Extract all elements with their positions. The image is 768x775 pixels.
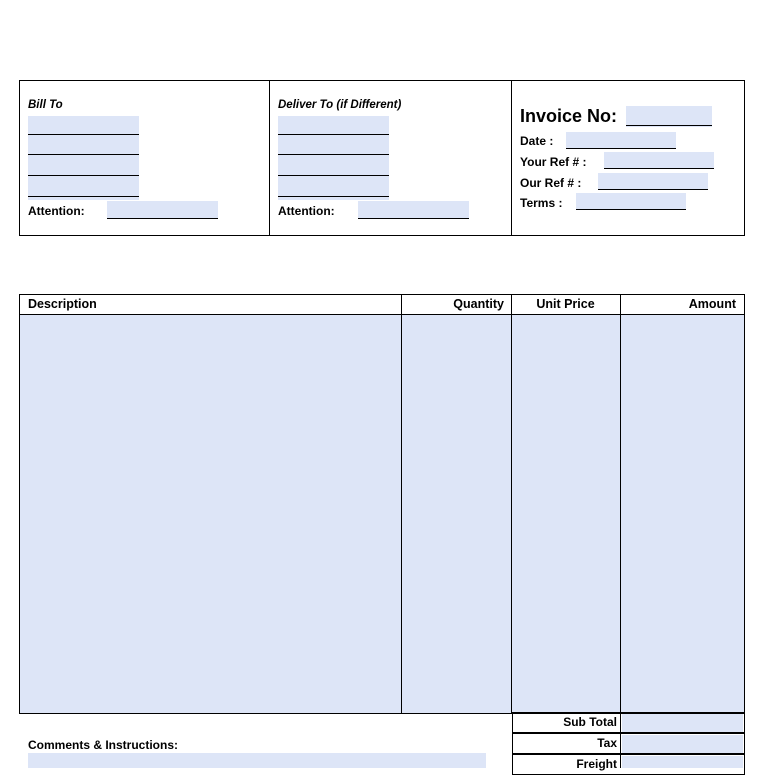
address-line bbox=[28, 154, 139, 155]
date-underline bbox=[566, 148, 676, 149]
terms-underline bbox=[576, 209, 686, 210]
address-line bbox=[278, 175, 389, 176]
comments-input[interactable] bbox=[28, 753, 486, 768]
bill-to-address-input[interactable] bbox=[28, 116, 139, 200]
attention-underline bbox=[107, 218, 218, 219]
address-line bbox=[278, 134, 389, 135]
terms-input[interactable] bbox=[576, 193, 686, 210]
invoice-no-underline bbox=[626, 125, 712, 126]
tax-label: Tax bbox=[597, 736, 617, 750]
bill-to-heading: Bill To bbox=[28, 99, 63, 111]
deliver-to-attention-label: Attention: bbox=[278, 204, 335, 218]
date-input[interactable] bbox=[566, 132, 676, 149]
table-header-rule bbox=[19, 314, 745, 315]
column-header-quantity: Quantity bbox=[453, 297, 504, 311]
address-line bbox=[28, 196, 139, 197]
tax-input[interactable] bbox=[622, 735, 743, 753]
our-ref-label: Our Ref # : bbox=[520, 176, 582, 190]
your-ref-input[interactable] bbox=[604, 152, 714, 169]
bill-to-attention-label: Attention: bbox=[28, 204, 85, 218]
invoice-no-input[interactable] bbox=[626, 106, 712, 127]
sub-total-input[interactable] bbox=[622, 714, 743, 732]
column-header-description: Description bbox=[28, 297, 97, 311]
column-header-amount: Amount bbox=[688, 297, 736, 311]
column-header-unit-price: Unit Price bbox=[536, 297, 595, 311]
address-line bbox=[28, 134, 139, 135]
deliver-to-address-input[interactable] bbox=[278, 116, 389, 200]
totals-divider bbox=[620, 712, 621, 768]
attention-underline bbox=[358, 218, 469, 219]
your-ref-label: Your Ref # : bbox=[520, 155, 587, 169]
address-line bbox=[28, 175, 139, 176]
date-label: Date : bbox=[520, 134, 554, 148]
address-line bbox=[278, 154, 389, 155]
deliver-to-attention-input[interactable] bbox=[358, 201, 469, 219]
freight-label: Freight bbox=[576, 757, 617, 771]
comments-label: Comments & Instructions: bbox=[28, 738, 179, 752]
address-line bbox=[278, 196, 389, 197]
terms-label: Terms : bbox=[520, 196, 563, 210]
our-ref-input[interactable] bbox=[598, 173, 708, 190]
column-divider bbox=[511, 294, 512, 714]
sub-total-label: Sub Total bbox=[563, 715, 617, 729]
your-ref-underline bbox=[604, 168, 714, 169]
column-divider bbox=[401, 294, 402, 714]
line-items-table bbox=[19, 294, 745, 714]
invoice-no-label: Invoice No: bbox=[520, 106, 618, 126]
column-divider bbox=[620, 294, 621, 714]
bill-to-attention-input[interactable] bbox=[107, 201, 218, 219]
deliver-to-heading: Deliver To (if Different) bbox=[278, 99, 402, 111]
our-ref-underline bbox=[598, 189, 708, 190]
divider bbox=[511, 80, 512, 236]
divider bbox=[269, 80, 270, 236]
freight-input[interactable] bbox=[622, 756, 743, 768]
